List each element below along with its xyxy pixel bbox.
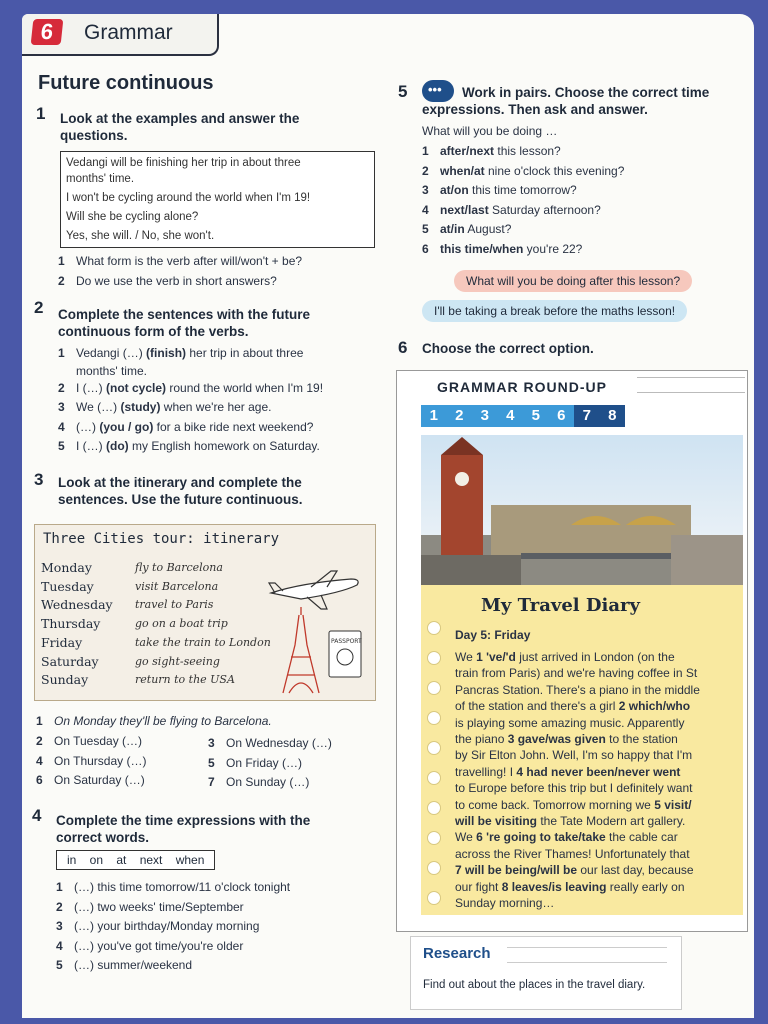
ex3-heading-line2: sentences. Use the future continuous. [58, 492, 303, 507]
list-item: 4 On Thursday (…) [36, 753, 147, 768]
ex3-items [36, 712, 272, 732]
ex1-heading-line1: Look at the examples and answer the [60, 111, 300, 126]
list-item: 5 (…) summer/weekend [56, 958, 193, 972]
roundup-number-active: 7 [574, 405, 600, 427]
ex2-heading [58, 306, 310, 340]
list-item: 3 at/on this time tomorrow? [422, 183, 577, 197]
ex5-number: 5 [398, 82, 408, 101]
list-item: 5 at/in August? [422, 222, 512, 236]
itinerary-title: Three Cities tour: itinerary [43, 531, 280, 547]
passport-label: PASSPORT [331, 638, 362, 645]
ex5-heading-line2: expressions. Then ask and answer. [422, 102, 648, 117]
diary-line: is playing some amazing music. Apparently [455, 715, 685, 730]
itinerary-card [34, 524, 376, 701]
airplane-icon [269, 571, 358, 609]
ex1-heading-line2: questions. [60, 128, 128, 143]
list-item: 3 On Wednesday (…) [208, 736, 332, 750]
diary-line: train from Paris) and we're having coffee in St [455, 666, 698, 681]
travel-illustrations [261, 565, 371, 695]
list-item: 2 when/at nine o'clock this evening? [422, 163, 625, 178]
diary-line: our fight 8 leaves/is leaving really early on [455, 879, 685, 894]
example-line: Will she be cycling alone? [66, 211, 199, 223]
list-item: 1 after/next this lesson? [422, 144, 561, 158]
example-line: Yes, she will. / No, she won't. [66, 230, 215, 242]
itinerary-activity: take the train to London [135, 635, 271, 649]
itinerary-activity: travel to Paris [135, 598, 214, 612]
list-item: months' time. [76, 363, 147, 378]
diary-line: We 1 've/'d just arrived in London (on the [455, 650, 675, 664]
diary-line: by Sir Elton John. Well, I'm so happy that I'm [455, 748, 693, 763]
unit-number-badge: 6 [31, 19, 64, 45]
ex3-heading [58, 474, 303, 508]
list-item: 1 (…) this time tomorrow/11 o'clock tonight [56, 880, 291, 894]
itinerary-activity: visit Barcelona [135, 579, 219, 593]
ex1-example-box [60, 151, 375, 248]
list-item: 6 On Saturday (…) [36, 773, 145, 787]
list-item: 2 Do we use the verb in short answers? [58, 273, 277, 288]
itinerary-day: Thursday [41, 616, 101, 632]
roundup-title: GRAMMAR ROUND-UP [437, 379, 607, 395]
ex3-heading-line1: Look at the itinerary and complete the [58, 475, 302, 490]
list-item: 2 (…) two weeks' time/September [56, 899, 244, 914]
list-item: 3 (…) your birthday/Monday morning [56, 919, 260, 933]
list-item: 4 (…) you've got time/you're older [56, 938, 244, 953]
roundup-title-rule [637, 377, 745, 393]
ex5-heading [422, 84, 709, 118]
diary-line: of the station and there's a girl 2 which/who [455, 699, 691, 714]
roundup-number: 6 [557, 407, 566, 424]
ex4-number: 4 [32, 806, 42, 825]
list-item: 1 On Monday they'll be flying to Barcelona. [36, 714, 272, 728]
diary-title: My Travel Diary [481, 595, 640, 616]
list-item: 6 this time/when you're 22? [422, 241, 583, 256]
itinerary-day: Saturday [41, 653, 99, 669]
list-item: 4 (…) (you / go) for a bike ride next weekend? [58, 419, 314, 434]
list-item: 4 next/last Saturday afternoon? [422, 202, 601, 217]
ex4-heading-line1: Complete the time expressions with the [56, 813, 311, 828]
diary-line: travelling! I 4 had never been/never went [455, 764, 681, 779]
list-item: 5 On Friday (…) [208, 755, 303, 770]
speech-bubble-answer: I'll be taking a break before the maths lesson! [422, 300, 687, 322]
ex2-items [58, 344, 323, 457]
roundup-number: 4 [506, 407, 515, 424]
ex3-number: 3 [34, 470, 44, 489]
pair-work-icon: ••• [422, 80, 454, 102]
unit-title: Grammar [84, 21, 173, 44]
itinerary-days [41, 559, 113, 690]
list-item: 2 On Tuesday (…) [36, 734, 143, 748]
roundup-number-active: 8 [600, 405, 626, 427]
diary-day: Day 5: Friday [455, 628, 531, 642]
research-box [410, 936, 682, 1010]
grammar-roundup-box [396, 370, 748, 932]
diary-line: will be visiting the Tate Modern art gallery. [455, 814, 686, 829]
diary-line: We 6 're going to take/take the cable car [455, 830, 678, 845]
ex1-number: 1 [36, 104, 46, 123]
ex1-questions [58, 252, 302, 291]
roundup-number: 2 [455, 407, 464, 424]
itinerary-day: Wednesday [41, 597, 113, 613]
list-item: 5 I (…) (do) my English homework on Saturday. [58, 439, 320, 453]
roundup-number: 3 [480, 407, 489, 424]
word-box: in on at next when [56, 850, 215, 870]
section-title: Future continuous [38, 72, 214, 94]
list-item: 2 I (…) (not cycle) round the world when I'm 19! [58, 380, 324, 395]
ex2-heading-line2: continuous form of the verbs. [58, 324, 249, 339]
itinerary-activity: return to the USA [135, 673, 235, 687]
list-item: 1 Vedangi (…) (finish) her trip in about three [58, 346, 304, 360]
speech-bubble-question: What will you be doing after this lesson? [454, 270, 692, 292]
ex6-number: 6 [398, 338, 408, 357]
ex4-heading-line2: correct words. [56, 830, 150, 845]
ex6-heading: Choose the correct option. [422, 341, 594, 356]
roundup-numbers [421, 405, 625, 427]
itinerary-activity: go on a boat trip [135, 617, 228, 631]
textbook-page [22, 14, 754, 1018]
diary-text [455, 649, 700, 912]
ex3-items-col2 [208, 734, 332, 793]
roundup-number: 5 [531, 407, 540, 424]
london-station-photo [421, 435, 743, 585]
list-item: 7 On Sunday (…) [208, 775, 310, 789]
itinerary-activity: fly to Barcelona [135, 561, 223, 574]
diary-line: the piano 3 gave/was given to the station [455, 732, 678, 747]
eiffel-tower-icon [283, 607, 319, 693]
itinerary-day: Tuesday [41, 578, 94, 594]
itinerary-activities [135, 559, 271, 690]
itinerary-day: Friday [41, 634, 83, 650]
itinerary-day: Monday [41, 560, 92, 575]
list-item: 1 What form is the verb after will/won't + be? [58, 254, 303, 268]
research-title: Research [423, 945, 491, 962]
example-line: I won't be cycling around the world when I'm 19! [66, 192, 311, 204]
diary-line: Sunday morning… [455, 896, 555, 911]
research-title-rule [507, 947, 667, 963]
diary-line: to come back. Tomorrow morning we 5 visit/ [455, 797, 692, 812]
ex3-items-col1 [36, 732, 146, 791]
roundup-number: 1 [429, 407, 438, 424]
diary-line: across the River Thames! Unfortunately that [455, 846, 690, 861]
diary-line: to Europe before this trip but I definitely want [455, 781, 693, 796]
ex1-heading [60, 110, 299, 144]
example-line: months' time. [66, 173, 135, 185]
example-line: Vedangi will be finishing her trip in about three [66, 157, 301, 169]
itinerary-day: Sunday [41, 672, 89, 688]
ex5-items [422, 142, 624, 259]
ex2-heading-line1: Complete the sentences with the future [58, 307, 311, 322]
ex5-heading-line1: Work in pairs. Choose the correct time [462, 85, 710, 100]
ex2-number: 2 [34, 298, 44, 317]
diary-line: Pancras Station. There's a piano in the middle [455, 682, 700, 697]
ex5-prompt: What will you be doing … [422, 124, 558, 138]
itinerary-activity: go sight-seeing [135, 654, 220, 668]
research-text: Find out about the places in the travel diary. [423, 979, 646, 991]
list-item: 3 We (…) (study) when we're her age. [58, 400, 272, 414]
travel-diary [421, 585, 743, 915]
ex4-heading [56, 812, 310, 846]
diary-line: 7 will be being/will be our last day, because [455, 863, 694, 878]
unit-tab [22, 14, 219, 56]
ex4-items [56, 878, 290, 976]
